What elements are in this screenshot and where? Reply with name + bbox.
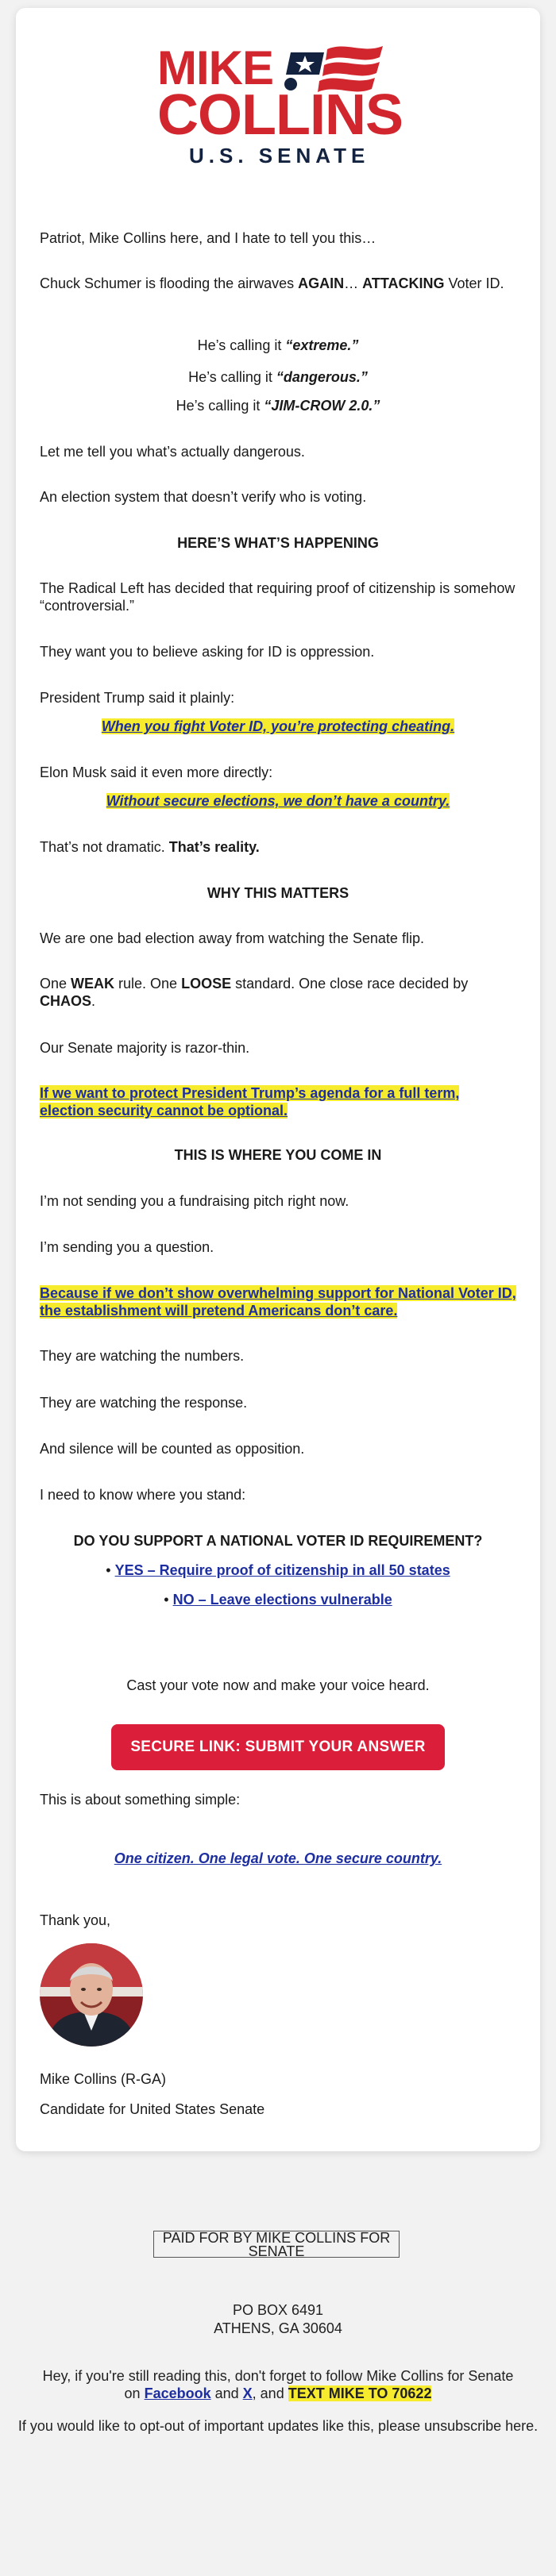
citizen-quote-text: One citizen. One legal vote. One secure country. — [114, 1850, 442, 1866]
trump-text: President Trump said it plainly: — [40, 690, 235, 706]
option-yes-link[interactable]: YES – Require proof of citizenship in all 50 states — [114, 1562, 450, 1578]
trump-quote-wrap — [40, 718, 516, 735]
calling-dangerous — [40, 368, 516, 386]
x-link[interactable]: X — [242, 2385, 253, 2401]
logo-line-collins: COLLINS — [157, 83, 403, 147]
pitch-text: I’m not sending you a fundraising pitch right now. — [40, 1193, 349, 1209]
musk-text: Elon Musk said it even more directly: — [40, 764, 273, 780]
bullet: • — [164, 1592, 169, 1608]
musk-quote-text: Without secure elections, we don’t have a country. — [106, 793, 450, 809]
weak-text-4: . — [91, 993, 96, 1009]
signature-name: Mike Collins (R-GA) — [40, 2071, 167, 2087]
dramatic-paragraph — [40, 838, 516, 856]
musk-quote-link[interactable] — [106, 793, 450, 809]
citizen-quote-link[interactable] — [114, 1850, 442, 1866]
candidate-avatar — [40, 1943, 143, 2047]
dramatic-text: That’s not dramatic. — [40, 839, 169, 855]
chaos-emphasis: CHAOS — [40, 993, 92, 1009]
calling-jim-crow — [40, 397, 516, 414]
agenda-wrap — [40, 1084, 516, 1119]
weak-text-1: One — [40, 976, 71, 992]
follow-links-row — [0, 2385, 556, 2402]
weak-text-2: rule. One — [114, 976, 182, 992]
follow-and-text: , and — [252, 2385, 288, 2401]
attacking-emphasis: ATTACKING — [362, 275, 445, 291]
email-card — [16, 8, 540, 2151]
calling-prefix: He’s calling it — [197, 337, 286, 353]
heading-come-in: THIS IS WHERE YOU COME IN — [174, 1147, 382, 1163]
danger-text: Let me tell you what’s actually dangerous. — [40, 444, 305, 460]
bullet: • — [106, 1562, 111, 1578]
quote-jim-crow: “JIM-CROW 2.0.” — [264, 398, 380, 414]
simple-text: This is about something simple: — [40, 1792, 241, 1808]
stand-text: I need to know where you stand: — [40, 1487, 246, 1503]
system-text: An election system that doesn’t verify who is voting. — [40, 489, 367, 505]
weak-emphasis: WEAK — [71, 976, 115, 992]
support-wrap — [40, 1284, 516, 1319]
calling-prefix: He’s calling it — [176, 398, 264, 414]
schumer-text-c: Voter ID. — [444, 275, 504, 291]
follow-text: Hey, if you're still reading this, don't forget to follow Mike Collins for Senate — [42, 2368, 514, 2384]
again-emphasis: AGAIN — [298, 275, 345, 291]
intro-text: Patriot, Mike Collins here, and I hate to tell you this… — [40, 230, 376, 246]
signature-title: Candidate for United States Senate — [40, 2101, 265, 2117]
city-address: ATHENS, GA 30604 — [214, 2320, 342, 2336]
logo-line-mike: MIKE — [157, 41, 273, 94]
schumer-paragraph — [40, 275, 516, 292]
po-box: PO BOX 6491 — [232, 2302, 324, 2318]
flip-text: We are one bad election away from watching the Senate flip. — [40, 930, 424, 946]
calling-extreme — [40, 337, 516, 354]
trump-quote-text: When you fight Voter ID, you’re protecting cheating. — [101, 718, 455, 734]
text-mike-badge: TEXT MIKE TO 70622 — [288, 2385, 432, 2401]
heading-happening: HERE’S WHAT’S HAPPENING — [177, 535, 379, 551]
logo-line-senate: U.S. SENATE — [189, 144, 370, 167]
citizen-quote-wrap — [40, 1850, 516, 1867]
option-no-row — [40, 1591, 516, 1608]
silence-text: And silence will be counted as opposition. — [40, 1441, 305, 1457]
razor-text: Our Senate majority is razor-thin. — [40, 1040, 250, 1056]
follow-and-text: and — [210, 2385, 243, 2401]
follow-on-text: on — [124, 2385, 145, 2401]
weak-loose-paragraph — [40, 975, 516, 1010]
facebook-link[interactable]: Facebook — [144, 2385, 211, 2401]
campaign-logo — [141, 38, 411, 165]
thanks-text: Thank you, — [40, 1912, 111, 1928]
option-no-link[interactable]: NO – Leave elections vulnerable — [172, 1592, 392, 1608]
optout-text[interactable]: If you would like to opt-out of important updates like this, please unsubscribe here. — [17, 2418, 539, 2434]
numbers-text: They are watching the numbers. — [40, 1348, 245, 1364]
quote-dangerous: “dangerous.” — [276, 369, 368, 385]
weak-text-3: standard. One close race decided by — [231, 976, 469, 992]
schumer-text-b: … — [344, 275, 363, 291]
option-yes-row — [40, 1561, 516, 1579]
support-link[interactable]: Because if we don’t show overwhelming support for National Voter ID, the establishment will pretend Americans don’t care. — [40, 1285, 516, 1319]
candidate-photo-icon — [40, 1943, 143, 2047]
calling-prefix: He’s calling it — [188, 369, 276, 385]
loose-emphasis: LOOSE — [181, 976, 232, 992]
agenda-link[interactable]: If we want to protect President Trump’s agenda for a full term, election security cannot be optional. — [40, 1085, 460, 1119]
oppression-text: They want you to believe asking for ID is oppression. — [40, 644, 375, 660]
musk-quote-wrap — [40, 792, 516, 810]
cast-vote-text: Cast your vote now and make your voice heard. — [126, 1677, 430, 1693]
reality-emphasis: That’s reality. — [168, 839, 260, 855]
question-text: I’m sending you a question. — [40, 1239, 214, 1255]
schumer-text-a: Chuck Schumer is flooding the airwaves — [40, 275, 299, 291]
radical-text: The Radical Left has decided that requiring proof of citizenship is somehow “controversial.” — [40, 580, 515, 614]
heading-question: DO YOU SUPPORT A NATIONAL VOTER ID REQUIREMENT? — [73, 1533, 483, 1549]
response-text: They are watching the response. — [40, 1395, 248, 1411]
heading-matters: WHY THIS MATTERS — [207, 885, 349, 901]
paid-for-disclaimer: PAID FOR BY MIKE COLLINS FOR SENATE — [153, 2231, 400, 2258]
quote-extreme: “extreme.” — [285, 337, 359, 353]
submit-answer-button[interactable]: SECURE LINK: SUBMIT YOUR ANSWER — [111, 1724, 445, 1770]
trump-quote-link[interactable] — [102, 718, 454, 734]
